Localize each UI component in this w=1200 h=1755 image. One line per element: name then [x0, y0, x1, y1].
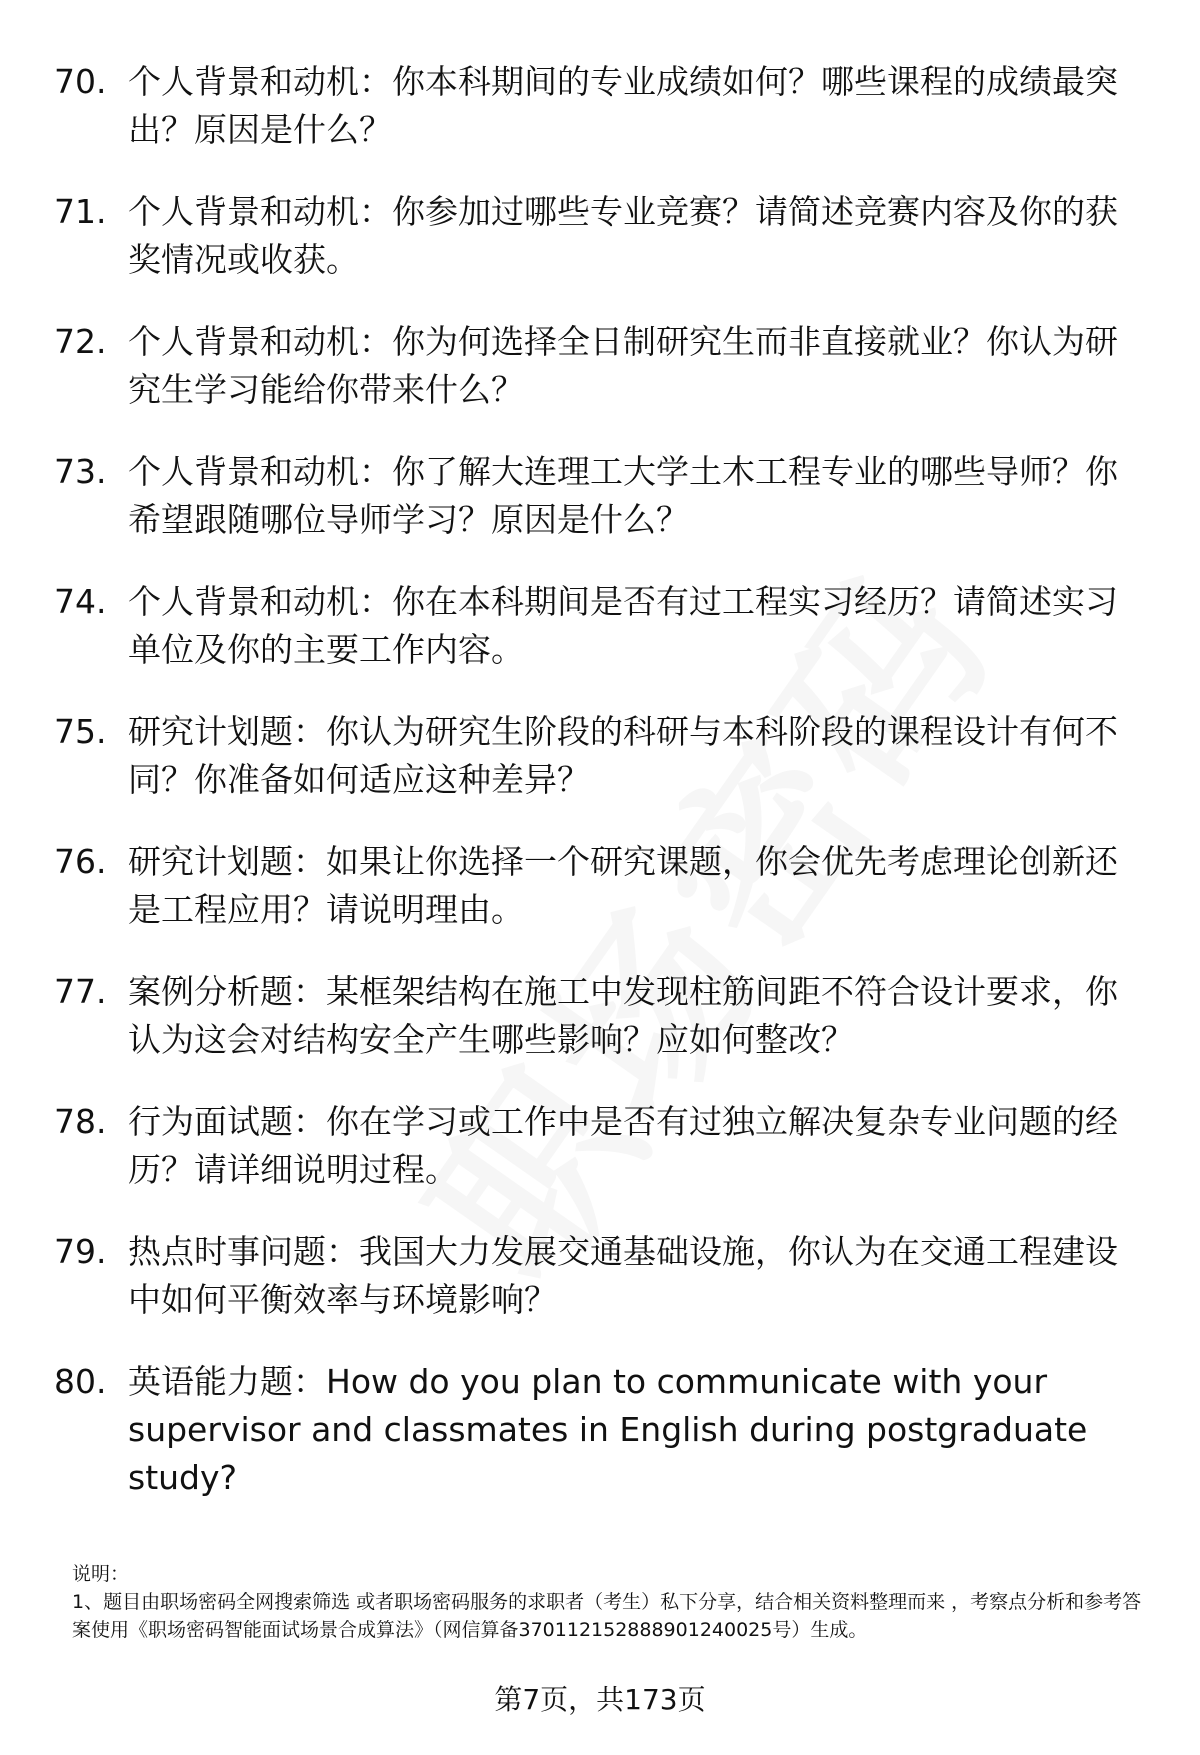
question-item	[0, 838, 1200, 968]
question-list	[0, 58, 1200, 1497]
question-number: 74.	[54, 582, 107, 621]
question-item	[0, 1358, 1200, 1497]
question-number: 71.	[54, 192, 107, 231]
question-item	[0, 448, 1200, 578]
question-number: 79.	[54, 1232, 107, 1271]
question-number: 72.	[54, 322, 107, 361]
page-number: 第7页，共173页	[494, 1683, 706, 1716]
question-number: 70.	[54, 62, 107, 101]
question-number: 73.	[54, 452, 107, 491]
notes-section	[72, 1560, 1152, 1644]
question-item	[0, 1098, 1200, 1228]
question-text: 个人背景和动机：你参加过哪些专业竞赛？请简述竞赛内容及你的获奖情况或收获。	[128, 192, 1118, 279]
question-text: 英语能力题：How do you plan to communicate with your supervisor and classmates in English during postgraduate study?	[128, 1362, 1088, 1497]
question-item	[0, 318, 1200, 448]
question-text: 热点时事问题：我国大力发展交通基础设施，你认为在交通工程建设中如何平衡效率与环境影响？	[128, 1232, 1118, 1319]
question-number: 77.	[54, 972, 107, 1011]
question-item	[0, 578, 1200, 708]
question-item	[0, 708, 1200, 838]
question-item	[0, 188, 1200, 318]
question-number: 80.	[54, 1362, 107, 1401]
question-number: 76.	[54, 842, 107, 881]
question-text: 研究计划题：你认为研究生阶段的科研与本科阶段的课程设计有何不同？你准备如何适应这种差异？	[128, 712, 1118, 799]
question-number: 78.	[54, 1102, 107, 1141]
question-text: 研究计划题：如果让你选择一个研究课题，你会优先考虑理论创新还是工程应用？请说明理由。	[128, 842, 1118, 929]
question-item	[0, 1228, 1200, 1358]
question-text: 个人背景和动机：你在本科期间是否有过工程实习经历？请简述实习单位及你的主要工作内容。	[128, 582, 1118, 669]
notes-line: 1、题目由职场密码全网搜索筛选 或者职场密码服务的求职者（考生）私下分享，结合相关资料整理而来 ，考察点分析和参考答案使用《职场密码智能面试场景合成算法》（网信算备370112152888901240025号）生成。	[72, 1591, 1142, 1641]
question-item	[0, 968, 1200, 1098]
question-text: 案例分析题：某框架结构在施工中发现柱筋间距不符合设计要求，你认为这会对结构安全产生哪些影响？应如何整改？	[128, 972, 1118, 1059]
question-number: 75.	[54, 712, 107, 751]
question-item	[0, 58, 1200, 188]
question-text: 个人背景和动机：你为何选择全日制研究生而非直接就业？你认为研究生学习能给你带来什么？	[128, 322, 1118, 409]
question-text: 行为面试题：你在学习或工作中是否有过独立解决复杂专业问题的经历？请详细说明过程。	[128, 1102, 1118, 1189]
question-text: 个人背景和动机：你了解大连理工大学土木工程专业的哪些导师？你希望跟随哪位导师学习？原因是什么？	[128, 452, 1118, 539]
notes-heading: 说明：	[72, 1563, 130, 1585]
question-text: 个人背景和动机：你本科期间的专业成绩如何？哪些课程的成绩最突出？原因是什么？	[128, 62, 1118, 149]
